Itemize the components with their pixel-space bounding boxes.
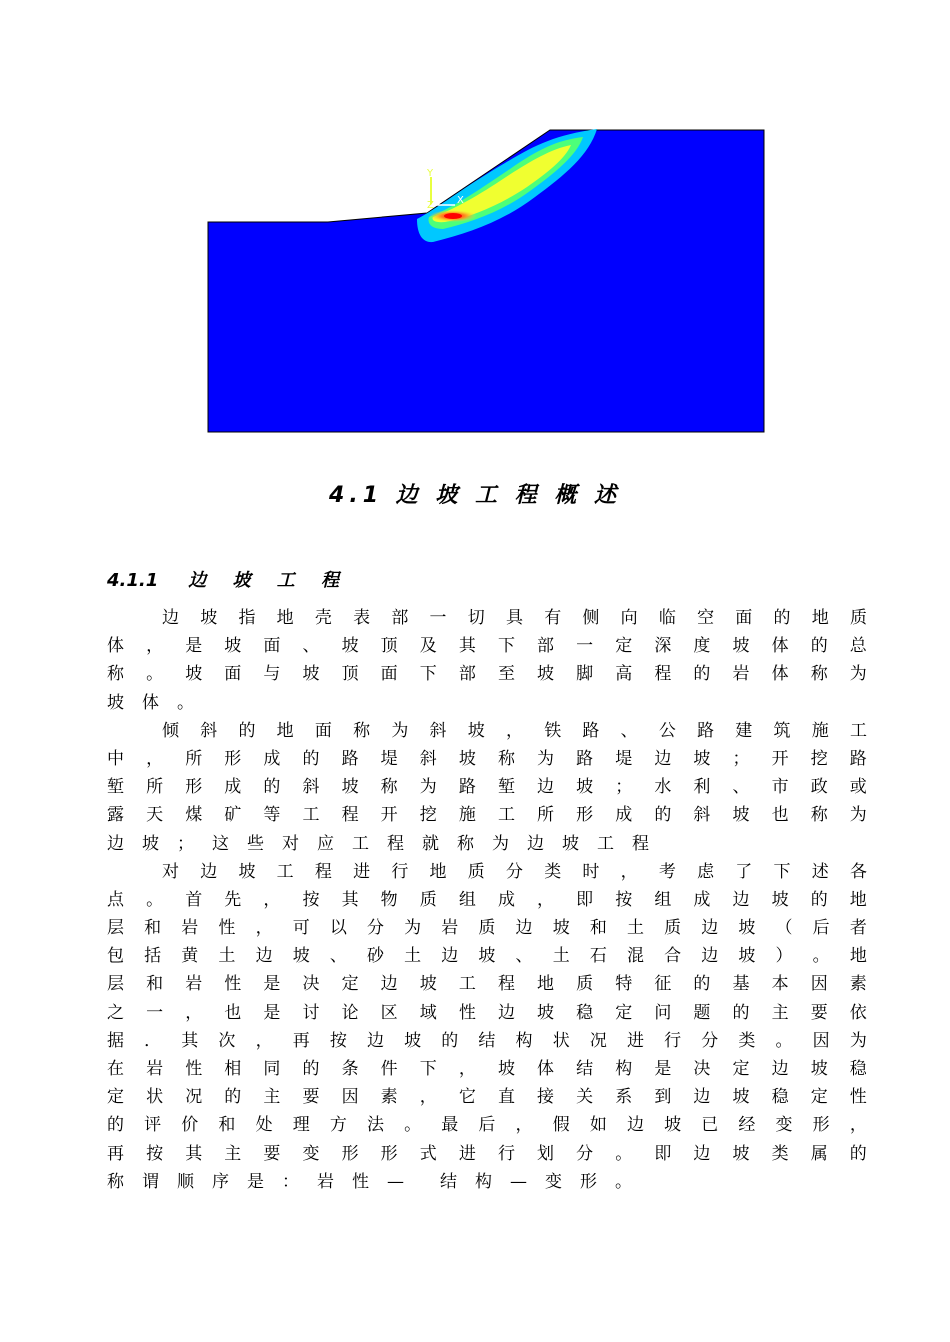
section-title: 4.1 边 坡 工 程 概 述: [329, 483, 621, 508]
text-line: 坡 体 。: [107, 692, 194, 713]
slope-contour-figure: [205, 125, 767, 435]
text-line: 称 谓 顺 序 是 ： 岩 性 — 结 构 — 变 形 。: [107, 1171, 632, 1192]
text-line: 对 边 坡 工 程 进 行 地 质 分 类 时 ， 考 虑 了 下 述 各: [162, 861, 867, 882]
axis-triad: [426, 168, 464, 211]
text-line: 之 一 ， 也 是 讨 论 区 域 性 边 坡 稳 定 问 题 的 主 要 依: [107, 1002, 867, 1023]
text-line: 层 和 岩 性 是 决 定 边 坡 工 程 地 质 特 征 的 基 本 因 素: [107, 974, 867, 995]
text-line: 层 和 岩 性 ， 可 以 分 为 岩 质 边 坡 和 土 质 边 坡 （ 后 者: [107, 918, 867, 939]
text-line: 体 ， 是 坡 面 、 坡 顶 及 其 下 部 一 定 深 度 坡 体 的 总: [107, 636, 867, 657]
subsection-heading: 边 坡 工 程: [188, 570, 350, 591]
text-line: 再 按 其 主 要 变 形 形 式 进 行 划 分 。 即 边 坡 类 属 的: [107, 1143, 867, 1164]
text-line: 中 ， 所 形 成 的 路 堤 斜 坡 称 为 路 堤 边 坡 ； 开 挖 路: [107, 748, 867, 769]
text-line: 堑 所 形 成 的 斜 坡 称 为 路 堑 边 坡 ； 水 利 、 市 政 或: [107, 777, 867, 798]
body-text: [107, 604, 867, 1196]
axis-label-x: X: [457, 195, 464, 206]
text-line: 称 。 坡 面 与 坡 顶 面 下 部 至 坡 脚 高 程 的 岩 体 称 为: [107, 664, 867, 685]
text-line: 露 天 煤 矿 等 工 程 开 挖 施 工 所 形 成 的 斜 坡 也 称 为: [107, 805, 867, 826]
text-line: 边 坡 指 地 壳 表 部 一 切 具 有 侧 向 临 空 面 的 地 质: [162, 608, 867, 628]
text-line: 据 ． 其 次 ， 再 按 边 坡 的 结 构 状 况 进 行 分 类 。 因 为: [107, 1030, 867, 1051]
contour-hotspot-core: [444, 213, 462, 219]
text-line: 的 评 价 和 处 理 方 法 。 最 后 ， 假 如 边 坡 已 经 变 形 ，: [107, 1115, 867, 1136]
text-line: 包 括 黄 土 边 坡 、 砂 土 边 坡 、 土 石 混 合 边 坡 ） 。 地: [107, 946, 867, 967]
axis-label-z: Z: [427, 200, 434, 211]
text-line: 定 状 况 的 主 要 因 素 ， 它 直 接 关 系 到 边 坡 稳 定 性: [107, 1087, 867, 1108]
subsection-number: 4.1.1: [107, 570, 159, 591]
axis-label-y: Y: [427, 168, 434, 179]
subsection-title: [107, 566, 349, 592]
text-line: 倾 斜 的 地 面 称 为 斜 坡 ， 铁 路 、 公 路 建 筑 施 工: [162, 720, 867, 741]
text-line: 点 。 首 先 ， 按 其 物 质 组 成 ， 即 按 组 成 边 坡 的 地: [107, 889, 867, 910]
text-line: 在 岩 性 相 同 的 条 件 下 ， 坡 体 结 构 是 决 定 边 坡 稳: [107, 1059, 867, 1079]
text-line: 边 坡 ； 这 些 对 应 工 程 就 称 为 边 坡 工 程: [107, 833, 649, 854]
